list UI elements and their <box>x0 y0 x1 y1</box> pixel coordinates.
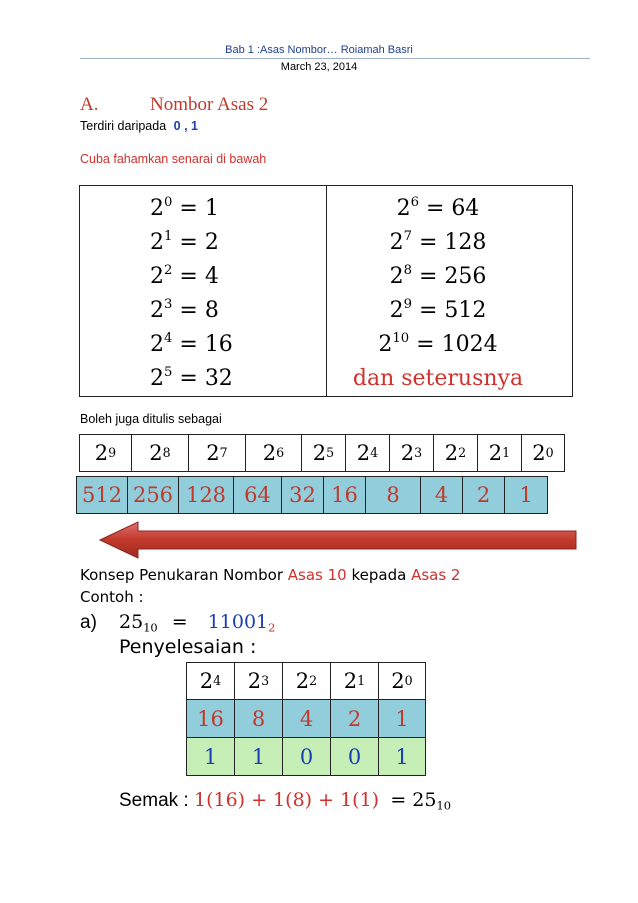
example-label: Contoh : <box>80 588 144 606</box>
power-value: 256 <box>444 264 487 289</box>
power-equals: = <box>411 264 445 289</box>
example-equals: = <box>171 611 188 633</box>
strip-value-cell: 128 <box>178 476 233 514</box>
power-row <box>338 260 538 294</box>
power-exponent: 2 <box>164 262 173 278</box>
power-equals: = <box>172 230 205 255</box>
header-title: Bab 1 :Asas Nombor… Roiamah Basri <box>225 44 413 56</box>
check-expression: 1(16) + 1(8) + 1(1) <box>193 789 380 811</box>
conversion-base: 2 <box>199 669 214 693</box>
power-equals: = <box>172 264 205 289</box>
powers-right-column <box>338 192 538 396</box>
conversion-value-cell: 4 <box>282 700 330 738</box>
conversion-value-cell: 16 <box>186 700 234 738</box>
concept-to: Asas 2 <box>411 566 461 584</box>
strip-value-cell: 32 <box>281 476 323 514</box>
power-equals: = <box>411 230 445 255</box>
strip-value-row <box>76 476 548 514</box>
power-row <box>338 192 538 226</box>
conversion-bit-cell: 0 <box>330 738 378 776</box>
power-base: 2 <box>378 332 393 357</box>
strip-value-cell: 1 <box>504 476 548 514</box>
strip-exponent-row <box>79 434 565 472</box>
conversion-bit-row <box>186 738 426 776</box>
check-line <box>119 789 451 812</box>
strip-exponent-cell: 2 0 <box>521 434 565 472</box>
power-base: 2 <box>150 264 164 289</box>
strip-value-cell: 4 <box>420 476 462 514</box>
conversion-base: 2 <box>343 669 358 693</box>
power-base: 2 <box>150 196 164 221</box>
power-equals: = <box>409 332 442 357</box>
example-lhs-num: 25 <box>119 611 144 633</box>
powers-left-column <box>150 192 233 396</box>
consists-line <box>80 119 198 133</box>
strip-base: 2 <box>488 441 503 465</box>
conversion-bit-cell: 1 <box>234 738 282 776</box>
power-row <box>150 226 233 260</box>
power-value: 128 <box>444 230 487 255</box>
concept-from: Asas 10 <box>287 566 347 584</box>
conversion-exponent-cell: 2 3 <box>234 662 282 700</box>
power-equals: = <box>172 298 205 323</box>
strip-value-cell: 64 <box>233 476 281 514</box>
instruction-text: Cuba fahamkan senarai di bawah <box>80 152 267 166</box>
power-value: 32 <box>204 366 233 391</box>
example-rhs-num: 11001 <box>207 611 269 633</box>
left-arrow <box>96 520 582 560</box>
power-equals: = <box>411 298 445 323</box>
power-value: 8 <box>204 298 219 323</box>
concept-line <box>80 566 460 584</box>
power-equals: = <box>172 196 205 221</box>
conversion-exponent-cell: 2 2 <box>282 662 330 700</box>
strip-base: 2 <box>356 441 371 465</box>
check-label: Semak : <box>119 790 189 811</box>
power-base: 2 <box>150 230 164 255</box>
conversion-value-cell: 1 <box>378 700 426 738</box>
left-arrow-icon <box>96 520 582 560</box>
power-equals: = <box>172 366 205 391</box>
example-rhs-base: 2 <box>268 620 276 635</box>
strip-base: 2 <box>206 441 220 465</box>
consists-label: Terdiri daripada <box>80 119 167 133</box>
example-equation <box>119 611 275 633</box>
alt-label: Boleh juga ditulis sebagai <box>80 412 222 426</box>
power-base: 2 <box>389 298 404 323</box>
strip-base: 2 <box>444 441 459 465</box>
conversion-exponent-cell: 2 0 <box>378 662 426 700</box>
conversion-bit-cell: 1 <box>186 738 234 776</box>
conversion-exponent-cell: 2 1 <box>330 662 378 700</box>
strip-value-cell: 16 <box>323 476 365 514</box>
strip-exponent-cell: 2 9 <box>79 434 131 472</box>
power-base: 2 <box>150 298 164 323</box>
power-row <box>150 362 233 396</box>
conversion-exponent-row <box>186 662 426 700</box>
power-exponent: 5 <box>164 364 173 380</box>
example-item-label: a) <box>80 612 97 633</box>
strip-exponent-cell: 2 2 <box>433 434 477 472</box>
power-exponent: 0 <box>164 194 173 210</box>
power-value: 64 <box>451 196 480 221</box>
strip-value-cell: 8 <box>365 476 420 514</box>
power-row <box>150 192 233 226</box>
conversion-base: 2 <box>247 669 262 693</box>
strip-exponent-cell: 2 7 <box>188 434 245 472</box>
strip-exponent-cell: 2 6 <box>245 434 301 472</box>
power-equals: = <box>172 332 205 357</box>
header-divider <box>80 58 590 59</box>
strip-base: 2 <box>262 441 277 465</box>
strip-value-cell: 256 <box>127 476 178 514</box>
check-result: 25 <box>412 789 437 811</box>
strip-exponent-cell: 2 4 <box>345 434 389 472</box>
power-row <box>150 328 233 362</box>
strip-exponent-cell: 2 5 <box>301 434 345 472</box>
section-letter: A. <box>80 94 99 115</box>
power-value: 1024 <box>441 332 498 357</box>
power-exponent: 1 <box>164 228 173 244</box>
power-exponent: 10 <box>392 330 410 346</box>
power-value: 4 <box>204 264 219 289</box>
conversion-value-cell: 8 <box>234 700 282 738</box>
check-equals: = <box>390 789 407 811</box>
strip-base: 2 <box>400 441 415 465</box>
conversion-bit-cell: 0 <box>282 738 330 776</box>
power-value: 512 <box>444 298 487 323</box>
conversion-table <box>186 662 426 776</box>
power-exponent: 8 <box>403 262 412 278</box>
power-exponent: 7 <box>403 228 412 244</box>
power-exponent: 4 <box>164 330 173 346</box>
strip-base: 2 <box>149 441 163 465</box>
power-value: 2 <box>204 230 219 255</box>
strip-base: 2 <box>94 441 109 465</box>
example-lhs-base: 10 <box>143 620 158 635</box>
power-value: 1 <box>204 196 219 221</box>
strip-value-cell: 2 <box>462 476 504 514</box>
power-base: 2 <box>389 264 404 289</box>
power-exponent: 3 <box>164 296 173 312</box>
concept-prefix: Konsep Penukaran Nombor <box>80 566 288 584</box>
strip-base: 2 <box>532 441 546 465</box>
strip-value-cell: 512 <box>76 476 127 514</box>
conversion-value-row <box>186 700 426 738</box>
conversion-exponent-cell: 2 4 <box>186 662 234 700</box>
power-exponent: 6 <box>410 194 419 210</box>
section-title: Nombor Asas 2 <box>150 94 269 115</box>
power-base: 2 <box>150 332 164 357</box>
power-value: 16 <box>204 332 233 357</box>
strip-base: 2 <box>312 441 327 465</box>
continuation-text: dan seterusnya <box>352 366 524 391</box>
power-base: 2 <box>396 196 411 221</box>
header-date: March 23, 2014 <box>280 61 358 73</box>
check-result-base: 10 <box>436 798 451 813</box>
solution-label: Penyelesaian : <box>119 636 257 658</box>
power-base: 2 <box>150 366 164 391</box>
powers-table-divider <box>326 185 327 397</box>
strip-exponent-cell: 2 3 <box>389 434 433 472</box>
conversion-bit-cell: 1 <box>378 738 426 776</box>
strip-exponent-cell: 2 1 <box>477 434 521 472</box>
power-row <box>150 260 233 294</box>
concept-middle: kepada <box>346 566 412 584</box>
power-row <box>338 328 538 362</box>
power-exponent: 9 <box>403 296 412 312</box>
consists-values: 0 , 1 <box>173 119 198 133</box>
strip-exponent-cell: 2 8 <box>131 434 188 472</box>
power-base: 2 <box>389 230 404 255</box>
conversion-base: 2 <box>391 669 405 693</box>
conversion-base: 2 <box>295 669 310 693</box>
power-row <box>338 226 538 260</box>
power-equals: = <box>418 196 452 221</box>
power-row <box>150 294 233 328</box>
power-row <box>338 294 538 328</box>
conversion-value-cell: 2 <box>330 700 378 738</box>
